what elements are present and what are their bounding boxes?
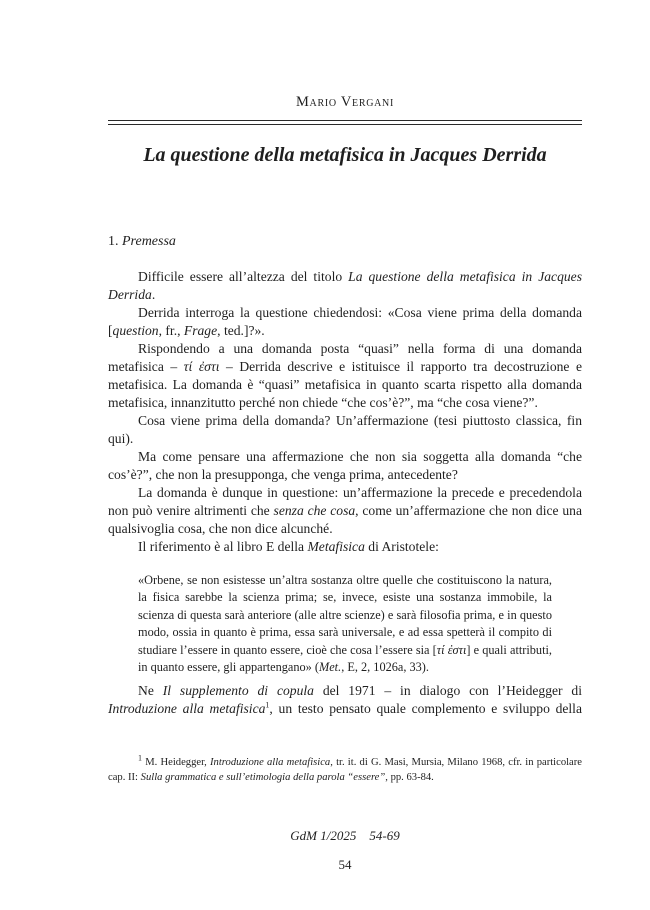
- text-run: .: [151, 287, 156, 302]
- article-title: La questione della metafisica in Jacques Derrida: [143, 144, 547, 166]
- book-title: Introduzione alla metafisica: [108, 701, 266, 716]
- page-number: 54: [338, 857, 352, 872]
- book-title: Metafisica: [307, 539, 365, 554]
- text-run: Derrida interroga la questione chiedendosi: «Cosa viene prima della domanda [: [108, 305, 582, 338]
- text-run: di Aristotele:: [364, 539, 439, 554]
- section-title: Premessa: [122, 234, 176, 249]
- text-run: Il riferimento è al libro E della: [138, 539, 308, 554]
- greek-term: τί ἐστι: [183, 359, 220, 374]
- paragraph-4: Cosa viene prima della domanda? Un’affermazione (tesi piuttosto classica, fin qui).: [108, 413, 582, 446]
- footnote-number: 1: [138, 753, 142, 763]
- paragraph-6: [108, 484, 582, 538]
- text-run: M. Heidegger,: [142, 757, 211, 768]
- section-heading: [108, 234, 176, 250]
- text-run: ] e quali attributi, in quanto essere, gli appartengano» (: [138, 642, 552, 675]
- author-name: Mario Vergani: [295, 94, 395, 110]
- book-title: Introduzione alla metafisica: [210, 757, 331, 768]
- text-run: , pp. 63-84.: [385, 772, 434, 783]
- footnote-ref[interactable]: 1: [265, 700, 270, 710]
- chapter-title: Sulla grammatica e sull’etimologia della parola “essere”: [140, 772, 386, 783]
- text-run: , fr.,: [158, 323, 184, 338]
- section-number: 1.: [108, 234, 119, 249]
- block-quote: [138, 572, 552, 676]
- page-range: 54-69: [369, 828, 400, 843]
- text-run: Ne: [138, 683, 163, 698]
- article-body: [108, 268, 582, 556]
- text-run: Rispondendo a una domanda posta “quasi” nella forma di una domanda metafisica –: [108, 341, 582, 374]
- journal-issue: GdM 1/2025: [290, 828, 357, 843]
- citation-abbrev: Met.: [318, 660, 342, 675]
- book-title: La questione della metafisica in Jacques Derrida: [108, 269, 582, 302]
- paragraph-2: [108, 304, 582, 340]
- text-run: , ted.]?».: [217, 323, 265, 338]
- header-rule-bottom: [108, 124, 582, 125]
- journal-footer: [108, 828, 582, 844]
- text-run: , un testo pensato quale complemento e sviluppo della: [269, 701, 582, 716]
- text-run: , come un’affermazione che non dice una qualsivoglia cosa, che non dice alcunché.: [108, 503, 582, 536]
- paragraph-3: [108, 340, 582, 412]
- footnote: [108, 755, 582, 785]
- term: Frage: [183, 323, 218, 338]
- text-run: del 1971 – in dialogo con l’Heidegger di: [313, 683, 582, 698]
- paragraph-7: [108, 538, 582, 556]
- text-run: «Orbene, se non esistesse un’altra sostanza oltre quelle che costituiscono la natura, la fisica sarebbe la scienza prima; se, invece, esiste una sostanza immobile, la scienza di questa sarà anteriore (alle altre scienze) e sarà filosofia prima, e in questo modo, ossia in quanto è prima, essa sarà universale, e ad essa spetterà il compito di studiare l’essere in quanto essere, cioè che cosa l’essere sia [: [138, 573, 552, 657]
- paragraph-1: [108, 268, 582, 304]
- header-rule-top: [108, 120, 582, 121]
- text-run: Difficile essere all’altezza del titolo: [138, 269, 349, 284]
- book-title: Il supplemento di copula: [162, 683, 314, 698]
- term: question: [112, 323, 159, 338]
- text-run: , tr. it. di G. Masi, Mursia, Milano 1968, cfr. in particolare cap. II:: [108, 757, 582, 783]
- greek-term: τί ἐστι: [436, 642, 467, 657]
- paragraph-8: [108, 682, 582, 718]
- emphasis: senza che cosa: [273, 503, 356, 518]
- text-run: – Derrida descrive e istituisce il rapporto tra decostruzione e metafisica. La domanda è “quasi” metafisica in quanto scarta rispetto alla domanda metafisica, innanzitutto perché non chiede “che cos’è?”, ma “che cosa viene?”.: [108, 359, 582, 410]
- paragraph-5: Ma come pensare una affermazione che non sia soggetta alla domanda “che cos’è?”, che non la presupponga, che venga prima, antecedente?: [108, 449, 582, 482]
- text-run: , E, 2, 1026a, 33).: [341, 660, 429, 675]
- text-run: La domanda è dunque in questione: un’affermazione la precede e precedendola non può venire altrimenti che: [108, 485, 582, 518]
